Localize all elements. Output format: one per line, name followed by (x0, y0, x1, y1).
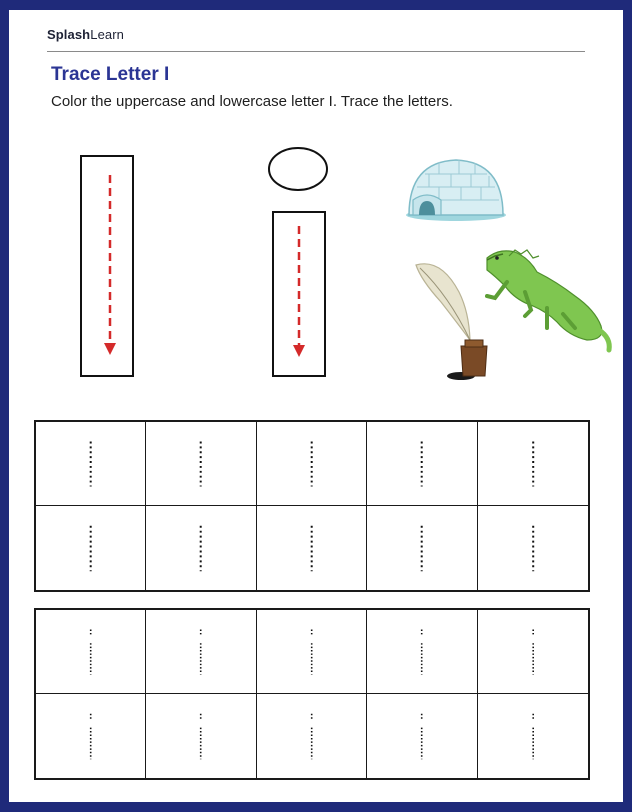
trace-cell[interactable] (36, 506, 146, 590)
trace-cell[interactable] (257, 694, 367, 778)
trace-cell[interactable] (367, 610, 477, 694)
trace-cell[interactable] (36, 610, 146, 694)
trace-cell[interactable] (478, 506, 588, 590)
trace-cell[interactable] (367, 694, 477, 778)
trace-cell[interactable] (36, 694, 146, 778)
trace-cell[interactable] (478, 610, 588, 694)
uppercase-trace-grid[interactable] (34, 420, 590, 592)
trace-cell[interactable] (367, 422, 477, 506)
trace-cell[interactable] (367, 506, 477, 590)
worksheet-title: Trace Letter I (51, 64, 170, 85)
trace-cell[interactable] (146, 506, 256, 590)
trace-cell[interactable] (478, 422, 588, 506)
brand-logo: SplashLearn (47, 27, 124, 42)
trace-cell[interactable] (478, 694, 588, 778)
igloo-icon (406, 160, 506, 221)
trace-cell[interactable] (257, 506, 367, 590)
uppercase-i-outline[interactable] (81, 156, 133, 376)
lowercase-trace-grid[interactable] (34, 608, 590, 780)
iguana-icon (487, 250, 609, 350)
worksheet-instruction: Color the uppercase and lowercase letter I. Trace the letters. (51, 93, 453, 110)
quill-ink-icon (416, 264, 487, 380)
trace-cell[interactable] (36, 422, 146, 506)
lowercase-i-outline[interactable] (269, 148, 327, 376)
trace-cell[interactable] (146, 422, 256, 506)
trace-cell[interactable] (257, 422, 367, 506)
trace-cell[interactable] (146, 610, 256, 694)
trace-cell[interactable] (257, 610, 367, 694)
trace-cell[interactable] (146, 694, 256, 778)
